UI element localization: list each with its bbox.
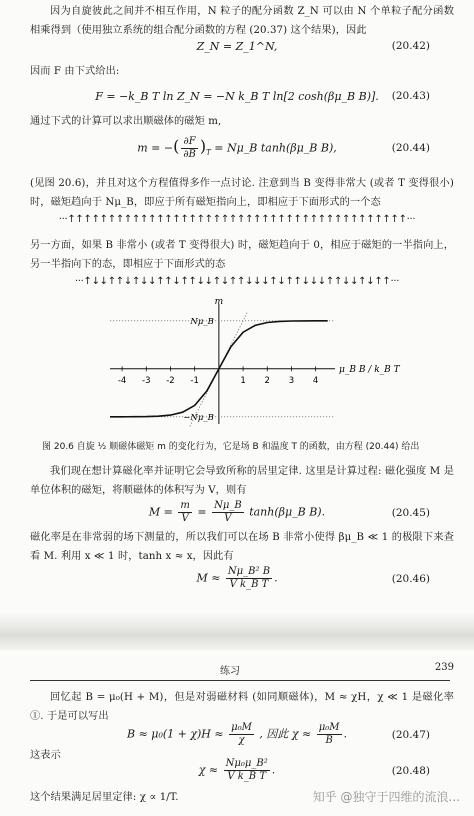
eq44-frac-den: ∂B [183,149,196,160]
eq45-f2-num: Nμ_B [214,500,242,511]
eq45-f1-num: m [180,500,190,511]
y-tick-label: Nμ_B [190,316,214,327]
equation-20-44: m = −( $\frac{\partial F}{\partial B}$ )$_T$ = Nμ_B tanh(βμ_B B), (20.44) [137,136,430,160]
equation-number: (20.44) [391,142,430,154]
eq46-den: V k_B T [229,579,269,590]
eq48-den: V k_B T [227,771,267,782]
page-header [0,662,474,680]
paragraph-5: 另一方面，如果 B 非常小 (或者 T 变得很大) 时，磁矩趋向于 0，相应于磁矩的一半指向上，另一半指向下的态，即相应于下面形式的态 [30,240,454,270]
x-tick-label: -2 [166,375,175,386]
equation-number: (20.42) [391,40,430,52]
paragraph-2: 因而 F 由下式给出: [30,66,120,77]
eq45-rhs: tanh(βμ_B B). [249,505,326,519]
equation-number: (20.43) [391,90,430,102]
equation-number: (20.48) [391,765,430,777]
page-break-divider [0,612,474,650]
eq45-f2-den: V [224,513,232,524]
x-tick-label: 1 [240,375,246,386]
x-tick-label: 3 [288,375,295,386]
header-rule [30,680,450,681]
equation-number: (20.45) [391,507,430,519]
x-tick-label: 2 [264,375,270,386]
x-tick-label: -4 [117,375,127,386]
equation-number: (20.46) [391,573,430,585]
eq47-f2-num: μ₀M [318,722,340,733]
spins-random-row: ···↑↓↓↑↑↓↑↓↓↑↑↓↑↑↓↓↑↓↑↑↓↓↓↑↓↑↑↓↓↓↑↑↓↓↑↓↑↑··· [74,276,400,287]
equation-number: (20.47) [391,729,430,741]
eq47-b: , 因此 χ ≈ [259,727,312,741]
page-number: 239 [434,662,454,673]
eq47-f2-den: B [325,735,333,746]
watermark: 知乎 @独守于四维的流浪... [312,790,460,804]
eq47-f1-num: μ₀M [231,722,252,733]
eq48-lhs: χ ≈ [198,763,219,777]
equation-20-48: χ ≈ $\frac{\text{Nμ₀μ\_B²}}{\text{V k\_B T}}$ . (20.48) [198,758,430,782]
eq44-frac-num: ∂F [181,136,198,149]
eq44-fraction [181,136,198,161]
eq46-lhs: M ≈ [196,571,221,585]
eq44-subscript: T [206,148,211,157]
paragraph-8: 回忆起 B = μ₀(H + M)，但是对弱磁材料 (如同顺磁体)，M ≈ χH，χ ≪ 1 是磁化率①. 于是可以写出 [30,692,454,722]
paragraph-6: 我们现在想计算磁化率并证明它会导致所称的居里定律. 这里是计算过程: 磁化强度 M 是单位体积的磁矩，将顺磁体的体积写为 V，则有 [30,466,454,496]
eq45-f1-den: V [181,513,189,524]
eq44-lhs: m = − [137,141,174,155]
x-axis-label: μ_B B / k_B T [339,364,400,375]
eq47-a: B ≈ μ₀(1 + χ)H ≈ [127,727,224,741]
x-tick-label: -1 [190,375,199,386]
eq46-num: Nμ_B² B [227,566,271,577]
figure-caption: 图 20.6 自旋 ½ 顺磁体磁矩 m 的变化行为，它是场 B 和温度 T 的函数，由方程 (20.44) 给出 [42,442,420,452]
eq44-rhs: = Nμ_B tanh(βμ_B B), [214,141,337,155]
paragraph-9: 这表示 [30,750,61,761]
eq45-mid: = [197,505,207,519]
spins-aligned-row: ···↑↑↑↑↑↑↑↑↑↑↑↑↑↑↑↑↑↑↑↑↑↑↑↑↑↑↑↑↑↑↑↑↑↑↑↑↑↑↑↑↑↑··· [58,214,416,225]
paragraph-3: 通过下式的计算可以求出顺磁体的磁矩 m, [30,116,222,127]
paragraph-10: 这个结果满足居里定律: χ ∝ 1/T. [30,792,179,803]
y-axis-label: m [214,297,224,307]
equation-body: F = −k_B T ln Z_N = −N k_B T ln[2 cosh(βμ_B B)]. [95,90,379,103]
equation-20-45 [0,500,474,530]
eq45-lhs: M = [148,505,173,519]
x-tick-label: 4 [312,375,319,386]
y-tick-label: −Nμ_B [183,412,214,423]
equation-20-46: M ≈ $\frac{\text{Nμ\_B² B}}{\text{V k\_B T}}$ . (20.46) [196,566,430,590]
paragraph-1: 因为自旋彼此之间并不相互作用，N 粒子的配分函数 Z_N 可以由 N 个单粒子配分函数相乘得到（使用独立系统的组合配分函数的方程 (20.37) 这个结果)，因此 [30,6,454,36]
equation-20-47: B ≈ μ₀(1 + χ)H ≈ $\frac{\text{μ₀M}}{\chi}$ , 因此 χ ≈ $\frac{\text{μ₀M}}{B}$ . (20.47) [127,722,430,746]
x-tick-label: -3 [142,375,151,386]
equation-body: Z_N = Z_1^N, [196,40,278,53]
paragraph-7: 磁化率是在非常弱的场下测量的，所以我们可以在场 B 非常小使得 βμ_B ≪ 1 的极限下来查看 M. 利用 x ≪ 1 时，tanh x ≈ x，因此有 [30,532,454,562]
eq48-num: Nμ₀μ_B² [225,758,268,769]
section-title: 练习 [220,666,240,677]
paragraph-4: (见图 20.6)，并且对这个方程值得多作一点讨论. 注意到当 B 变得非常大 (或者 T 变得很小) 时，磁矩趋向于 Nμ_B，即应于所有磁矩指向上，即相应于下面形式的一个态 [30,178,454,208]
magnetization-chart [0,296,474,436]
eq47-f1-den: χ [238,735,245,746]
